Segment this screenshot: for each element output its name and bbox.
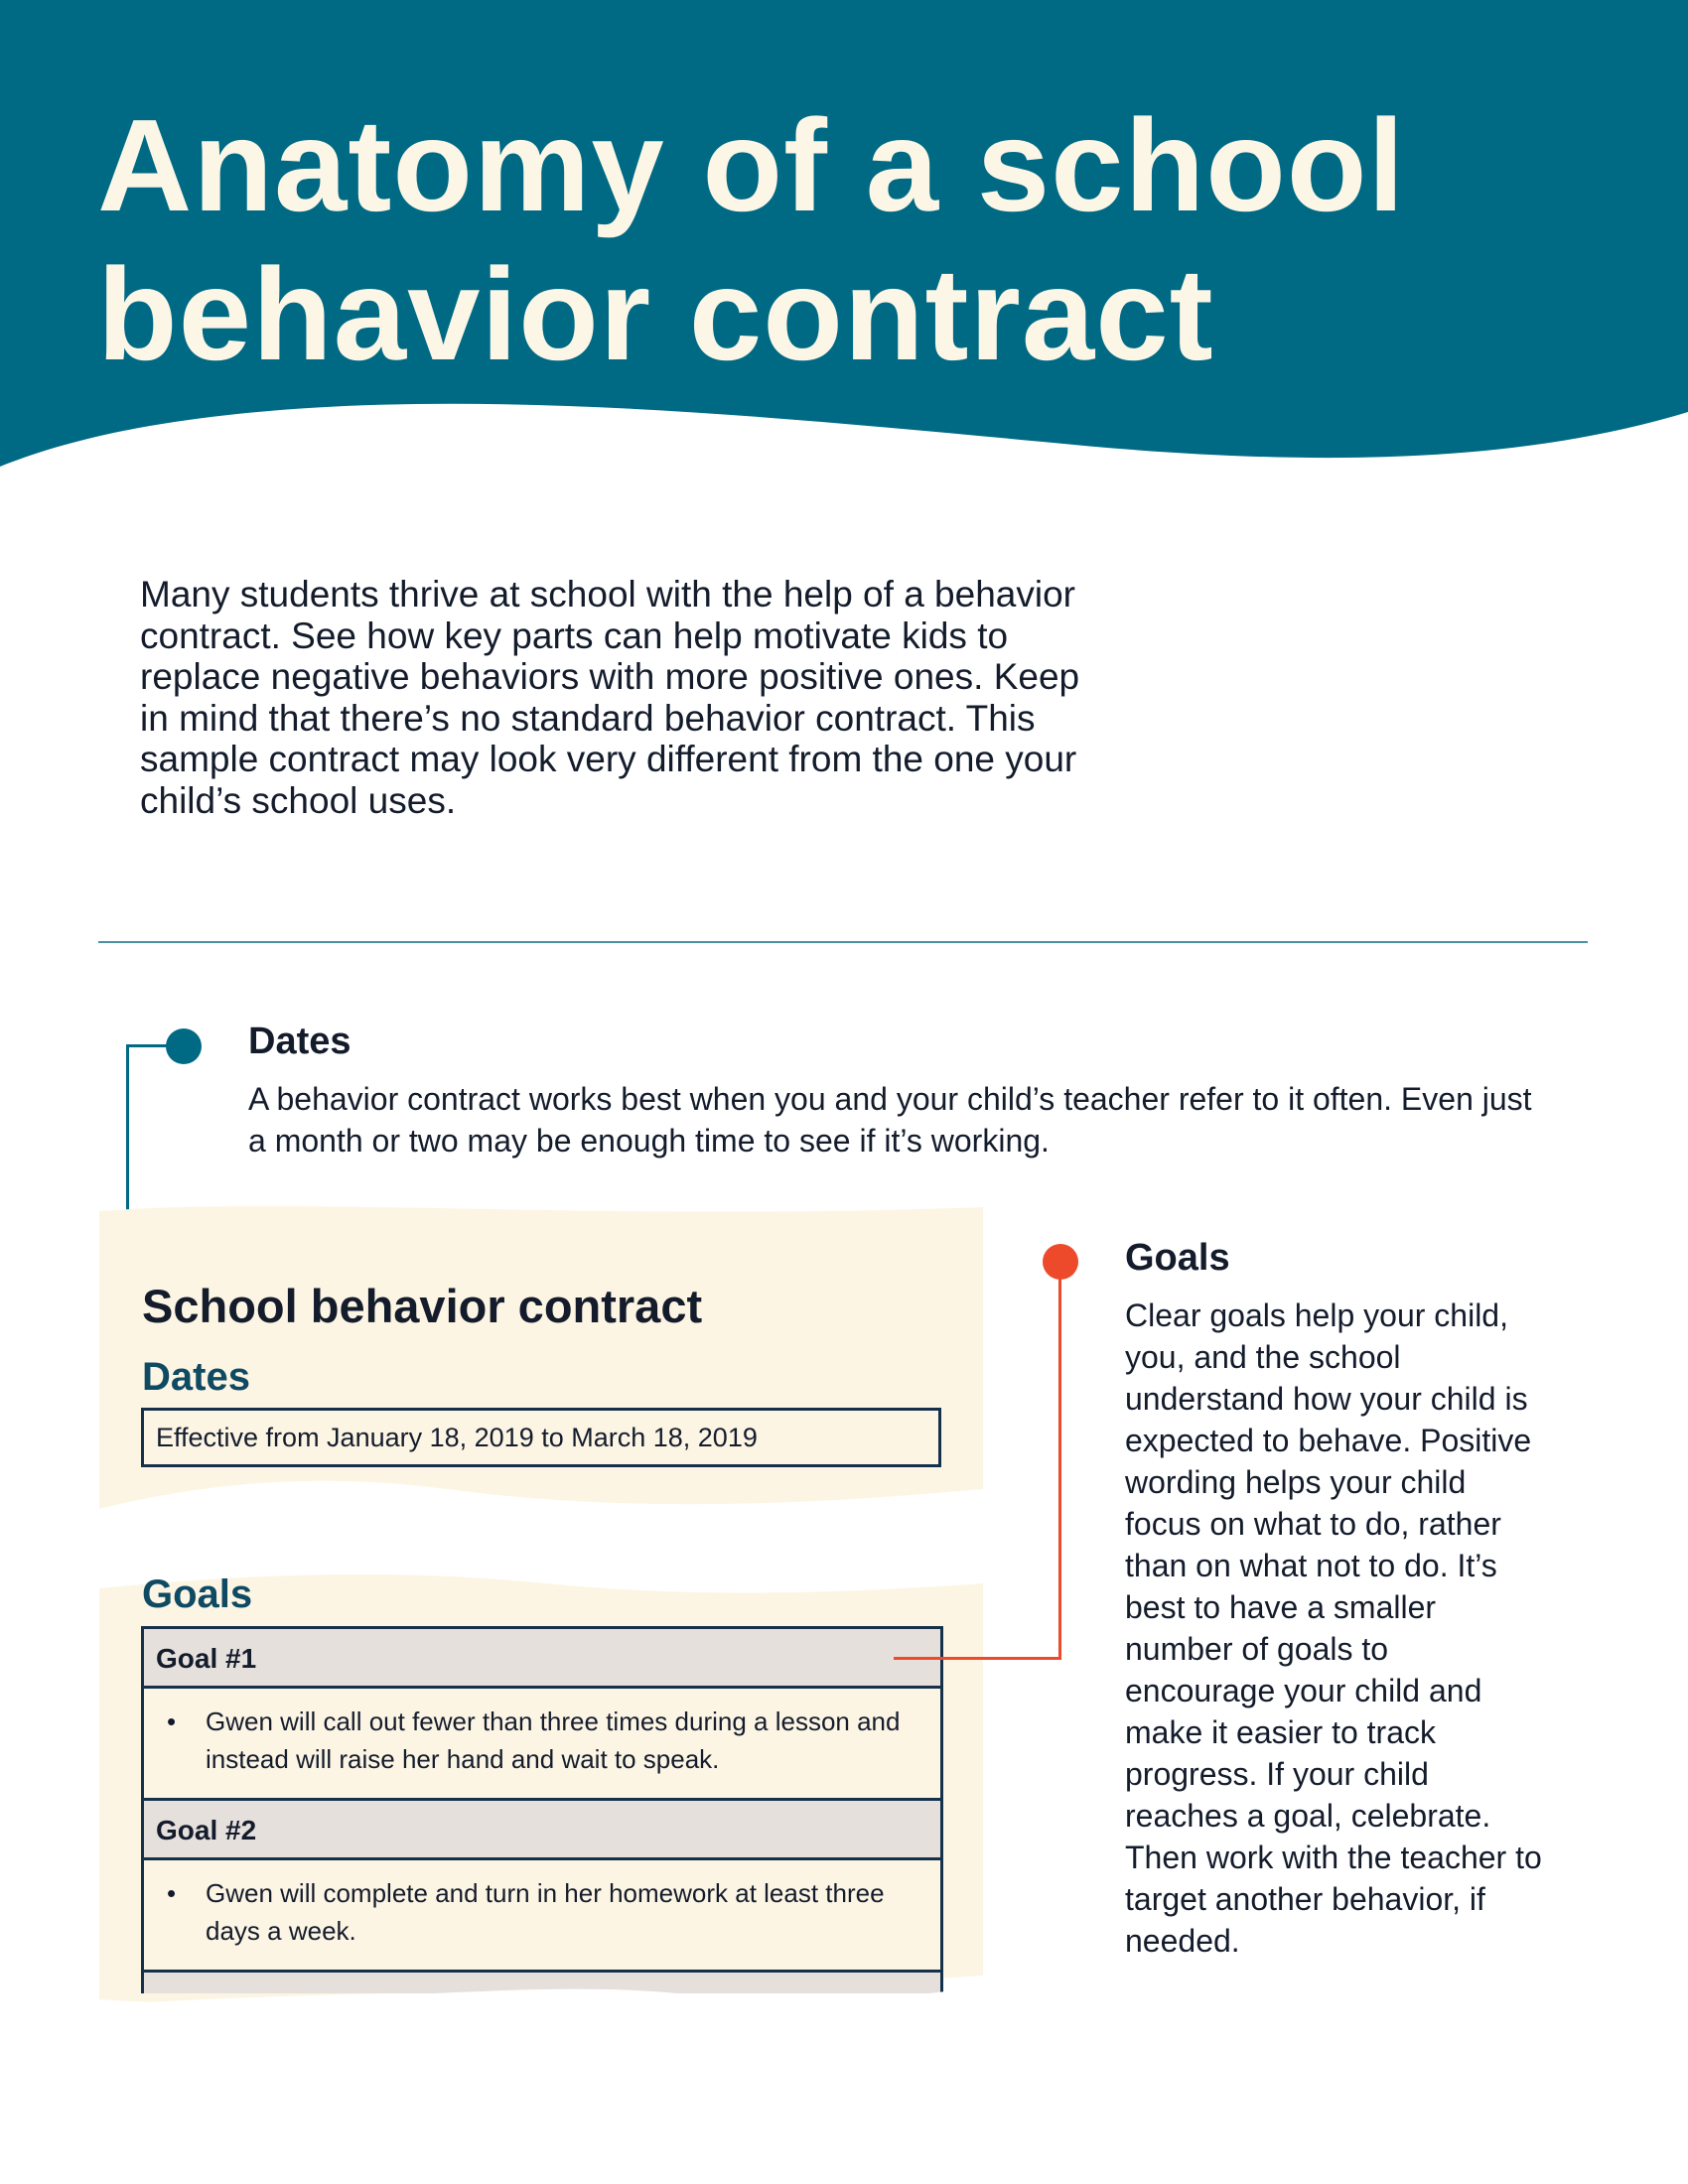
goals-table — [141, 1626, 943, 1993]
title-line-2: behavior contract — [97, 241, 1214, 387]
goals-callout-text: Clear goals help your child, you, and the school understand how your child is expected to behave. Positive wording helps your child focus on what to do, rather than on what not to do. It’s best to have a smaller number of goals to encourage your child and make it easier to track progress. If your child reaches a goal, celebrate. Then work with the teacher to target another behavior, if needed. — [1125, 1297, 1542, 1959]
page-title — [97, 91, 1405, 389]
contract-goals-heading: Goals — [142, 1572, 253, 1616]
contract-dates-field: Effective from January 18, 2019 to March 18, 2019 — [141, 1408, 941, 1467]
goal-1-header: Goal #1 — [144, 1629, 940, 1689]
goal-1-row — [144, 1689, 940, 1801]
goal-2-text: Gwen will complete and turn in her homework at least three days a week. — [206, 1878, 885, 1946]
goals-connector-horizontal — [894, 1657, 1061, 1660]
bullet-icon: • — [167, 1706, 177, 1736]
goal-2-header: Goal #2 — [144, 1801, 940, 1860]
intro-paragraph: Many students thrive at school with the help of a behavior contract. See how key parts can help motivate kids to replace negative behaviors with more positive ones. Keep in mind that there’s no standard behavior contract. This sample contract may look very different from the one your child’s school uses. — [140, 574, 1080, 821]
dates-callout-heading: Dates — [248, 1021, 352, 1062]
section-divider — [98, 941, 1588, 943]
title-line-1: Anatomy of a school — [97, 92, 1406, 238]
bullet-icon: • — [167, 1878, 177, 1908]
contract-title: School behavior contract — [142, 1280, 703, 1332]
contract-dates-heading: Dates — [142, 1355, 250, 1399]
dates-callout-text: A behavior contract works best when you and your child’s teacher refer to it often. Even just a month or two may be enough time to see if it’s working. — [248, 1081, 1532, 1159]
goals-callout-heading: Goals — [1125, 1237, 1230, 1279]
goal-2-row — [144, 1860, 940, 1973]
dates-callout-dot — [166, 1028, 202, 1064]
dates-connector-horizontal — [126, 1044, 168, 1047]
contract-torn-edge — [0, 1976, 993, 2045]
goal-1-text: Gwen will call out fewer than three times during a lesson and instead will raise her hand and wait to speak. — [206, 1706, 901, 1774]
goals-connector-vertical — [1058, 1263, 1061, 1660]
